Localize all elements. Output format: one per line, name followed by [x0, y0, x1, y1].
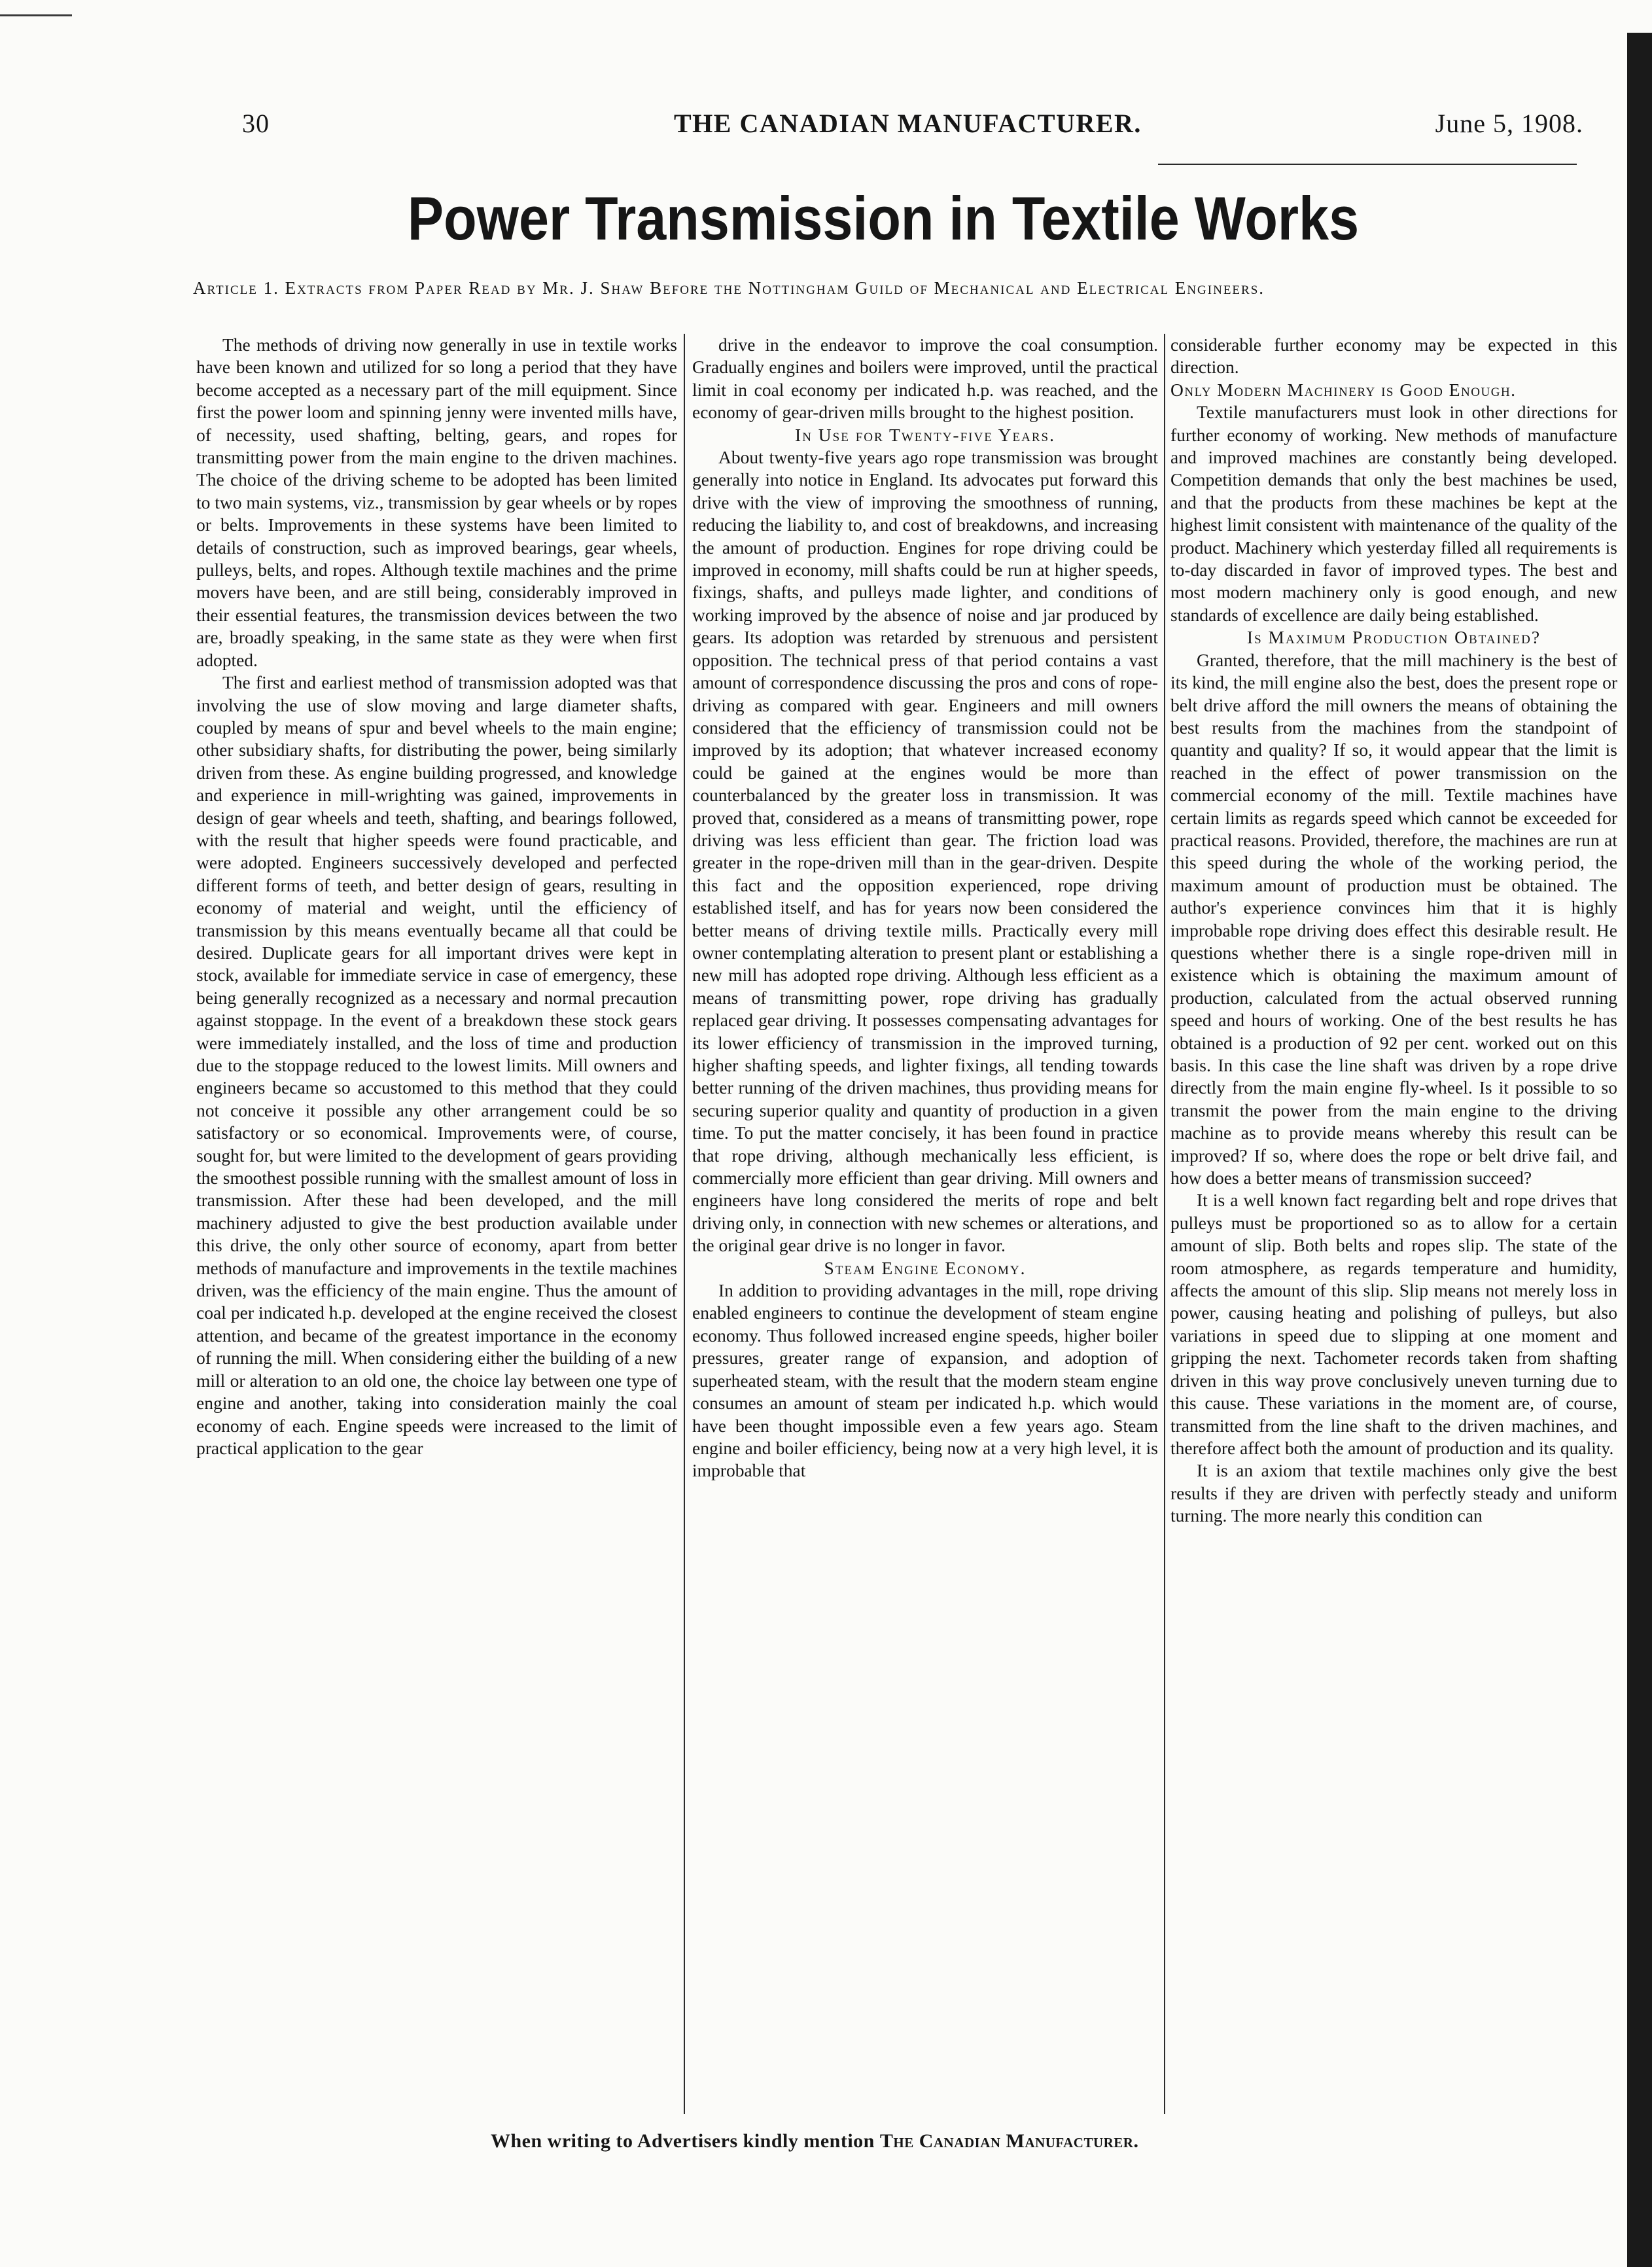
paragraph: The methods of driving now generally in use in textile works have been known and utilized for so long a period that they have become accepted as a necessary part of the mill equipment. Since first the power loom and spinning jenny were invented mills have, of necessity, used shafting, belting, gears, and ropes for transmitting power from the main engine to the driven machines. The choice of the driving scheme to be adopted has been limited to two main systems, viz., transmission by gear wheels or by ropes or belts. Improvements in these systems have been limited to details of construction, such as improved bearings, gear wheels, pulleys, belts, and ropes. Although textile machines and the prime movers have been, and are still being, considerably improved in their essential features, the transmission devices between the two are, broadly speaking, in the same state as they were when first adopted. [196, 334, 677, 670]
article-title: Power Transmission in Textile Works [407, 184, 1360, 253]
article-subtitle: Article 1. Extracts from Paper Read by Mr. J. Shaw Before the Nottingham Guild of Mechanical and Electrical Engineers. [193, 278, 1265, 298]
footer-text: When writing to Advertisers kindly mention [491, 2130, 875, 2152]
header-rule [1158, 164, 1577, 165]
section-heading: In Use for Twenty-five Years. [795, 424, 1055, 445]
section-heading: Is Maximum Production Obtained? [1246, 627, 1541, 648]
section-heading: Steam Engine Economy. [824, 1257, 1027, 1278]
paragraph: It is an axiom that textile machines only give the best results if they are driven with perfectly steady and uniform turning. The more nearly this condition can [1170, 1460, 1617, 1526]
paragraph: It is a well known fact regarding belt and rope drives that pulleys must be proportioned so as to allow for a certain amount of slip. Both belts and ropes slip. The state of the room atmosphere, as regards temperature and humidity, affects the amount of this slip. Slip means not merely loss in power, causing heating and polishing of pulleys, but also variations in speed due to slipping at one moment and gripping the next. Tachometer records taken from shafting driven in this way prove conclusively uneven turning due to this cause. These variations in the moment are, of course, transmitted from the line shaft to the driven machines, and therefore affect both the amount of production and its quality. [1170, 1190, 1617, 1458]
scan-artifact-top-rule [0, 14, 72, 16]
page-header [242, 108, 1583, 147]
paragraph: About twenty-five years ago rope transmission was brought generally into notice in England. Its advocates put forward this drive with the view of improving the smoothness of running, reducing the liability to, and cost of breakdowns, and increasing the amount of production. Engines for rope driving could be improved in economy, mill shafts could be run at higher speeds, fixings, shafts, and pulleys made lighter, and conditions of working improved by the absence of noise and jar produced by gears. Its adoption was retarded by strenuous and persistent opposition. The technical press of that period contains a vast amount of correspondence discussing the pros and cons of rope-driving as compared with gear. Engineers and mill owners considered that the efficiency of transmission could not be improved by its adoption; that whatever increased economy could be gained at the engines would be more than counterbalanced by the greater loss in transmission. It was proved that, considered as a means of transmitting power, rope driving was less efficient than gear. The friction load was greater in the rope-driven mill than in the gear-driven. Despite this fact and the opposition experienced, rope driving established itself, and has for years now been considered the better means of driving textile mills. Practically every mill owner contemplating alteration to present plant or establishing a new mill has adopted rope driving. Although less efficient as a means of transmitting power, rope driving has gradually replaced gear driving. It possesses compensating advantages for its lower efficiency of transmission in the improved turning, higher shafting speeds, and lighter fixings, all tending towards better running of the driven machines, thus providing means for securing superior quality and quantity of production in a given time. To put the matter concisely, it has been found in practice that rope driving, although mechanically less efficient, is commercially more efficient than gear driving. Mill owners and engineers have long considered the merits of rope and belt driving only, in connection with new schemes or alterations, and the original gear drive is no longer in favor. [692, 447, 1158, 1256]
advertiser-footer [491, 2130, 1407, 2152]
text-column-1 [196, 334, 677, 1459]
text-column-2 [692, 334, 1158, 1482]
issue-date: June 5, 1908. [1435, 109, 1583, 138]
magazine-title: THE CANADIAN MANUFACTURER. [674, 109, 1142, 138]
paragraph: considerable further economy may be expected in this direction. [1170, 334, 1617, 378]
footer-publication: The Canadian Manufacturer. [879, 2130, 1139, 2152]
paragraph: Granted, therefore, that the mill machinery is the best of its kind, the mill engine also the best, does the present rope or belt drive afford the mill owners the means of obtaining the best results from the machines from the standpoint of quantity and quality? If so, it would appear that the limit is reached in the effect of power transmission on the commercial economy of the mill. Textile machines have certain limits as regards speed which cannot be exceeded for practical reasons. Provided, therefore, the machines are run at this speed during the whole of the working period, the maximum amount of production must be obtained. The author's experience convinces him that it is highly improbable rope driving does effect this desirable result. He questions whether there is a single rope-driven mill in existence which is obtaining the maximum amount of production, calculated from the actual observed running speed and hours of working. One of the best results he has obtained is a production of 92 per cent. worked out on this basis. In this case the line shaft was driven by a rope drive directly from the main engine fly-wheel. Is it possible to so transmit the power from the main engine to the driving machine as to provide means whereby this result can be improved? If so, where does the rope or belt drive fail, and how does a better means of transmission succeed? [1170, 649, 1617, 1188]
paragraph: In addition to providing advantages in the mill, rope driving enabled engineers to continue the development of steam engine economy. Thus followed increased engine speeds, higher boiler pressures, greater range of expansion, and adoption of superheated steam, with the result that the modern steam engine consumes an amount of steam per indicated h.p. which would have been thought impossible even a few years ago. Steam engine and boiler efficiency, being now at a very high level, it is improbable that [692, 1280, 1158, 1481]
paragraph: The first and earliest method of transmission adopted was that involving the use of slow moving and large diameter shafts, coupled by means of spur and bevel wheels to the main engine; other subsidiary shafts, for distributing the power, being similarly driven from these. As engine building progressed, and knowledge and experience in mill-wrighting was gained, improvements in design of gear wheels and teeth, shafting, and bearings followed, with the result that higher speeds were found practicable, and were adopted. Engineers successively developed and perfected different forms of teeth, and better design of gears, resulting in economy of material and weight, until the efficiency of transmission by this means eventually became all that could be desired. Duplicate gears for all important drives were kept in stock, available for immediate service in case of emergency, these being generally recognized as a necessary and normal precaution against stoppage. In the event of a breakdown these stock gears were immediately installed, and the loss of time and production due to the stoppage reduced to the lowest limits. Mill owners and engineers became so accustomed to this method that they could not conceive it possible any other arrangement could be so satisfactory or so economical. Improvements were, of course, sought for, but were limited to the development of gears providing the smoothest possible running with the smallest amount of loss in transmission. After these had been developed, and the mill machinery adjusted to give the best production available under this drive, the only other source of economy, apart from better methods of manufacture and improvements in the textile machines driven, was the efficiency of the main engine. Thus the amount of coal per indicated h.p. developed at the engine received the closest attention, and became of the greatest importance in the economy of running the mill. When considering either the building of a new mill or alteration to an old one, the choice lay between one type of engine and another, taking into consideration mainly the coal economy of each. Engine speeds were increased to the limit of practical application to the gear [196, 672, 677, 1458]
section-heading: Only Modern Machinery is Good Enough. [1170, 379, 1517, 400]
column-divider [684, 334, 685, 2114]
paragraph: drive in the endeavor to improve the coal consumption. Gradually engines and boilers were improved, until the practical limit in coal economy per indicated h.p. was reached, and the economy of gear-driven mills brought to the highest position. [692, 334, 1158, 423]
scan-dark-edge [1627, 33, 1652, 2267]
text-column-3 [1170, 334, 1617, 1527]
page-number: 30 [242, 109, 270, 138]
paragraph: Textile manufacturers must look in other directions for further economy of working. New methods of manufacture and improved machines are constantly being developed. Competition demands that only the best machines be used, and that the products from these machines be kept at the highest limit consistent with maintenance of the quality of the product. Machinery which yesterday filled all requirements is to-day discarded in favor of improved types. The best and most modern machinery only is good enough, and new standards of excellence are daily being established. [1170, 402, 1617, 625]
column-divider [1164, 334, 1165, 2114]
